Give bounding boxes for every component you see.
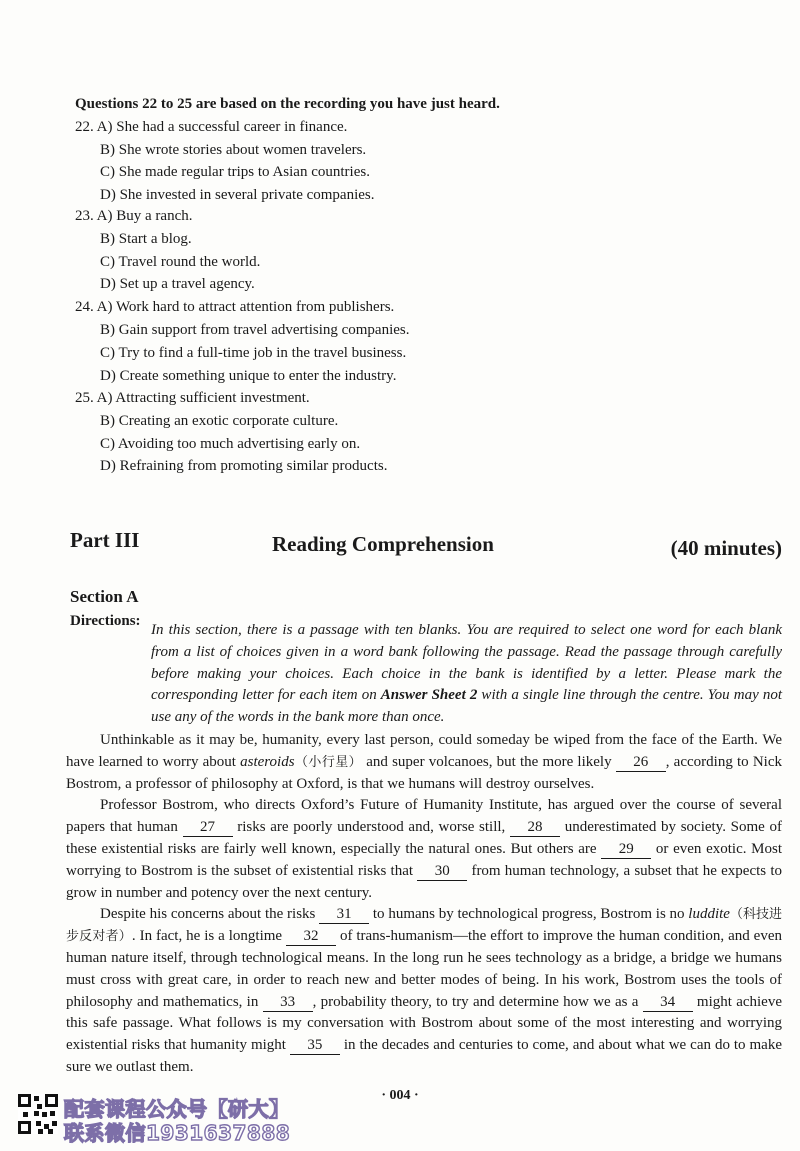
watermark-line-2: 联系微信1931637888 — [64, 1121, 291, 1145]
text-span: Professor Bostrom, who directs Oxford’s Future of Humanity Institute, has argued over the course of several papers that human — [66, 797, 782, 836]
text-span: , probability theory, to try and determine how we as a — [312, 993, 643, 1010]
q25-option-c: C) Avoiding too much advertising early on. — [100, 436, 361, 452]
blank-34: 34 — [643, 994, 693, 1012]
text-span: . In fact, he is a longtime — [131, 928, 287, 945]
text-span: to humans by technological progress, Bostrom is no — [369, 906, 689, 923]
blank-26: 26 — [616, 754, 666, 772]
directions-label: Directions: — [70, 613, 141, 629]
chinese-gloss: （科技进步反对者） — [66, 907, 782, 945]
text-span: of trans-humanism—the effort to improve the human condition, and even human nature itself, through technological means. In the long run he sees technology as a bridge, a bridge we humans must cross with great care, in order to reach new and better modes of being. In his work, Bostrom uses the tools of philosophy and mathematics, in — [66, 928, 782, 1010]
chinese-gloss: （小行星） — [294, 754, 363, 770]
q25-option-b: B) Creating an exotic corporate culture. — [100, 413, 339, 429]
text-span: , according to Nick Bostrom, a professor of philosophy at Oxford, is that we humans will destroy ourselves. — [66, 753, 782, 792]
reading-passage — [66, 730, 782, 1079]
paragraph-1 — [66, 730, 782, 795]
text-span: underestimated by society. Some of these existential risks are fairly well known, especially the natural ones. But others are — [66, 819, 782, 857]
q22-option-a: 22. A) She had a successful career in finance. — [75, 119, 348, 135]
italic-term: asteroids — [240, 753, 295, 770]
q23-option-a: 23. A) Buy a ranch. — [75, 208, 193, 224]
blank-28: 28 — [510, 819, 560, 837]
q24-option-a: 24. A) Work hard to attract attention from publishers. — [75, 299, 395, 315]
italic-term: luddite — [688, 906, 730, 923]
directions-part-1: In this section, there is a passage with ten blanks. You are required to select one word for each blank from a list of choices given in a word bank following the passage. Read the passage through carefully before making your choices. Each choice in the bank is identified by a letter. Please mark the corresponding letter for each item on — [151, 622, 782, 704]
q25-option-a: 25. A) Attracting sufficient investment. — [75, 390, 310, 406]
q22-option-c: C) She made regular trips to Asian countries. — [100, 164, 370, 180]
part-title: Reading Comprehension — [272, 532, 494, 556]
q23-option-c: C) Travel round the world. — [100, 254, 261, 270]
blank-30: 30 — [417, 863, 467, 881]
part-header — [70, 528, 782, 558]
q24-option-c: C) Try to find a full-time job in the travel business. — [100, 345, 407, 361]
questions-heading: Questions 22 to 25 are based on the recording you have just heard. — [75, 96, 500, 112]
text-span: might achieve this safe passage. What follows is my conversation with Bostrom about some of the most interesting and worrying existential risks that humanity might — [66, 993, 782, 1054]
q23-option-d: D) Set up a travel agency. — [100, 276, 255, 292]
text-span: or even exotic. Most worrying to Bostrom is the subset of existential risks that — [66, 840, 782, 879]
blank-33: 33 — [263, 994, 313, 1012]
page-number: · 004 · — [381, 1088, 419, 1103]
part-number: Part III — [70, 528, 140, 552]
text-span: and super volcanoes, but the more likely — [362, 753, 616, 770]
section-title: Section A — [70, 587, 139, 606]
qr-code-icon — [18, 1094, 58, 1134]
directions-part-2: with a single line through the centre. You may not use any of the words in the bank more than once. — [151, 687, 782, 726]
blank-35: 35 — [290, 1037, 340, 1055]
blank-27: 27 — [183, 819, 233, 837]
directions-text — [151, 620, 782, 729]
q25-option-d: D) Refraining from promoting similar products. — [100, 458, 388, 474]
q23-option-b: B) Start a blog. — [100, 231, 192, 247]
paragraph-2 — [66, 795, 782, 904]
text-span: risks are poorly understood and, worse still, — [232, 819, 510, 836]
text-span: Unthinkable as it may be, humanity, every last person, could someday be wiped from the face of the Earth. We have learned to worry about — [66, 732, 782, 770]
answer-sheet-reference: Answer Sheet 2 — [380, 687, 478, 704]
part-time: (40 minutes) — [670, 536, 782, 560]
text-span: from human technology, a subset that he expects to grow in number and potency over the next century. — [66, 862, 782, 901]
text-span: in the decades and centuries to come, and about what we can do to make sure we outlast them. — [66, 1037, 782, 1075]
blank-32: 32 — [286, 928, 336, 946]
q24-option-d: D) Create something unique to enter the industry. — [100, 368, 397, 384]
blank-29: 29 — [601, 841, 651, 859]
watermark-line-1: 配套课程公众号【研大】 — [64, 1097, 290, 1121]
text-span: Despite his concerns about the risks — [100, 906, 320, 923]
q22-option-b: B) She wrote stories about women travelers. — [100, 142, 367, 158]
q24-option-b: B) Gain support from travel advertising companies. — [100, 322, 410, 338]
blank-31: 31 — [319, 906, 369, 924]
paragraph-3 — [66, 904, 782, 1078]
q22-option-d: D) She invested in several private companies. — [100, 187, 375, 203]
